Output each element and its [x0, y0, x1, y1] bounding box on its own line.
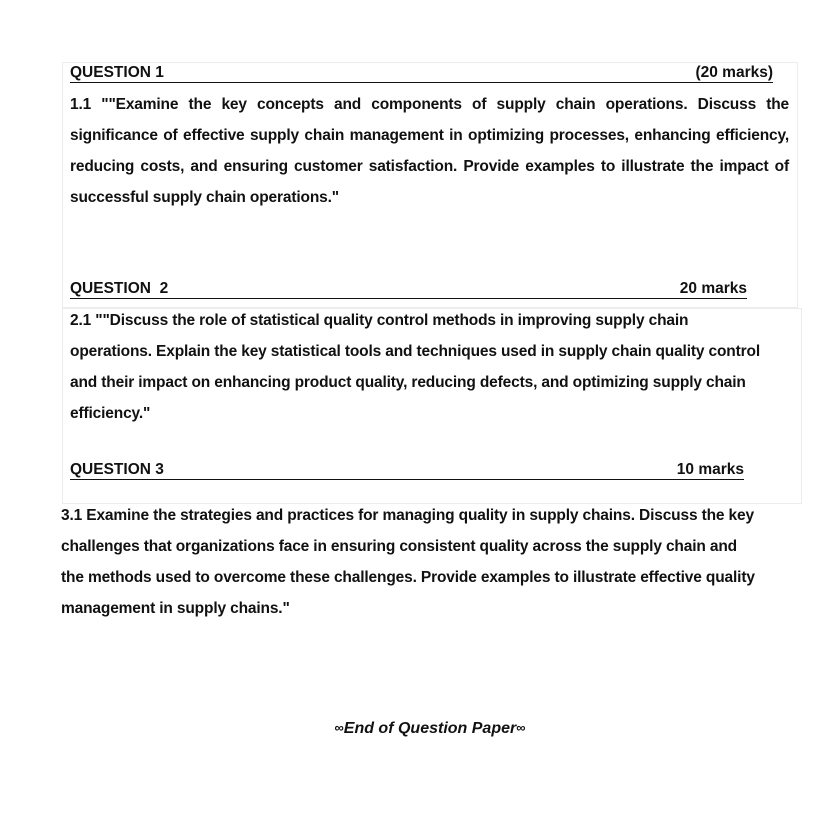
- question-2-marks: 20 marks: [679, 280, 747, 297]
- end-of-paper-text: End of Question Paper: [343, 720, 517, 737]
- question-1-marks: (20 marks): [695, 64, 773, 81]
- question-3-title: QUESTION 3: [70, 461, 164, 478]
- question-3-header: [70, 461, 744, 480]
- end-of-paper: [0, 718, 828, 739]
- infinity-symbol-right: ∞: [516, 720, 526, 735]
- question-1-text: 1.1 ""Examine the key concepts and components of supply chain operations. Discuss the significance of effective supply chain management in optimizing processes, enhancing efficiency, reducing costs, and ensuring customer satisfaction. Provide examples to illustrate the impact of successful supply chain operations.": [70, 96, 789, 206]
- question-3-text: 3.1 Examine the strategies and practices for managing quality in supply chains. Discuss the key challenges that organizations face in ensuring consistent quality across the supply chain and the methods used to overcome these challenges. Provide examples to illustrate effective quality management in supply chains.": [61, 507, 755, 617]
- question-2-header: [70, 280, 747, 299]
- question-2-title: QUESTION 2: [70, 280, 169, 297]
- question-3-marks: 10 marks: [676, 461, 744, 478]
- question-1-header: [70, 64, 773, 83]
- question-1-title: QUESTION 1: [70, 64, 164, 81]
- question-2-text: 2.1 ""Discuss the role of statistical quality control methods in improving supply chain operations. Explain the key statistical tools and techniques used in supply chain quality control and their impact on enhancing product quality, reducing defects, and optimizing supply chain efficiency.": [70, 312, 760, 422]
- infinity-symbol-left: ∞: [334, 720, 344, 735]
